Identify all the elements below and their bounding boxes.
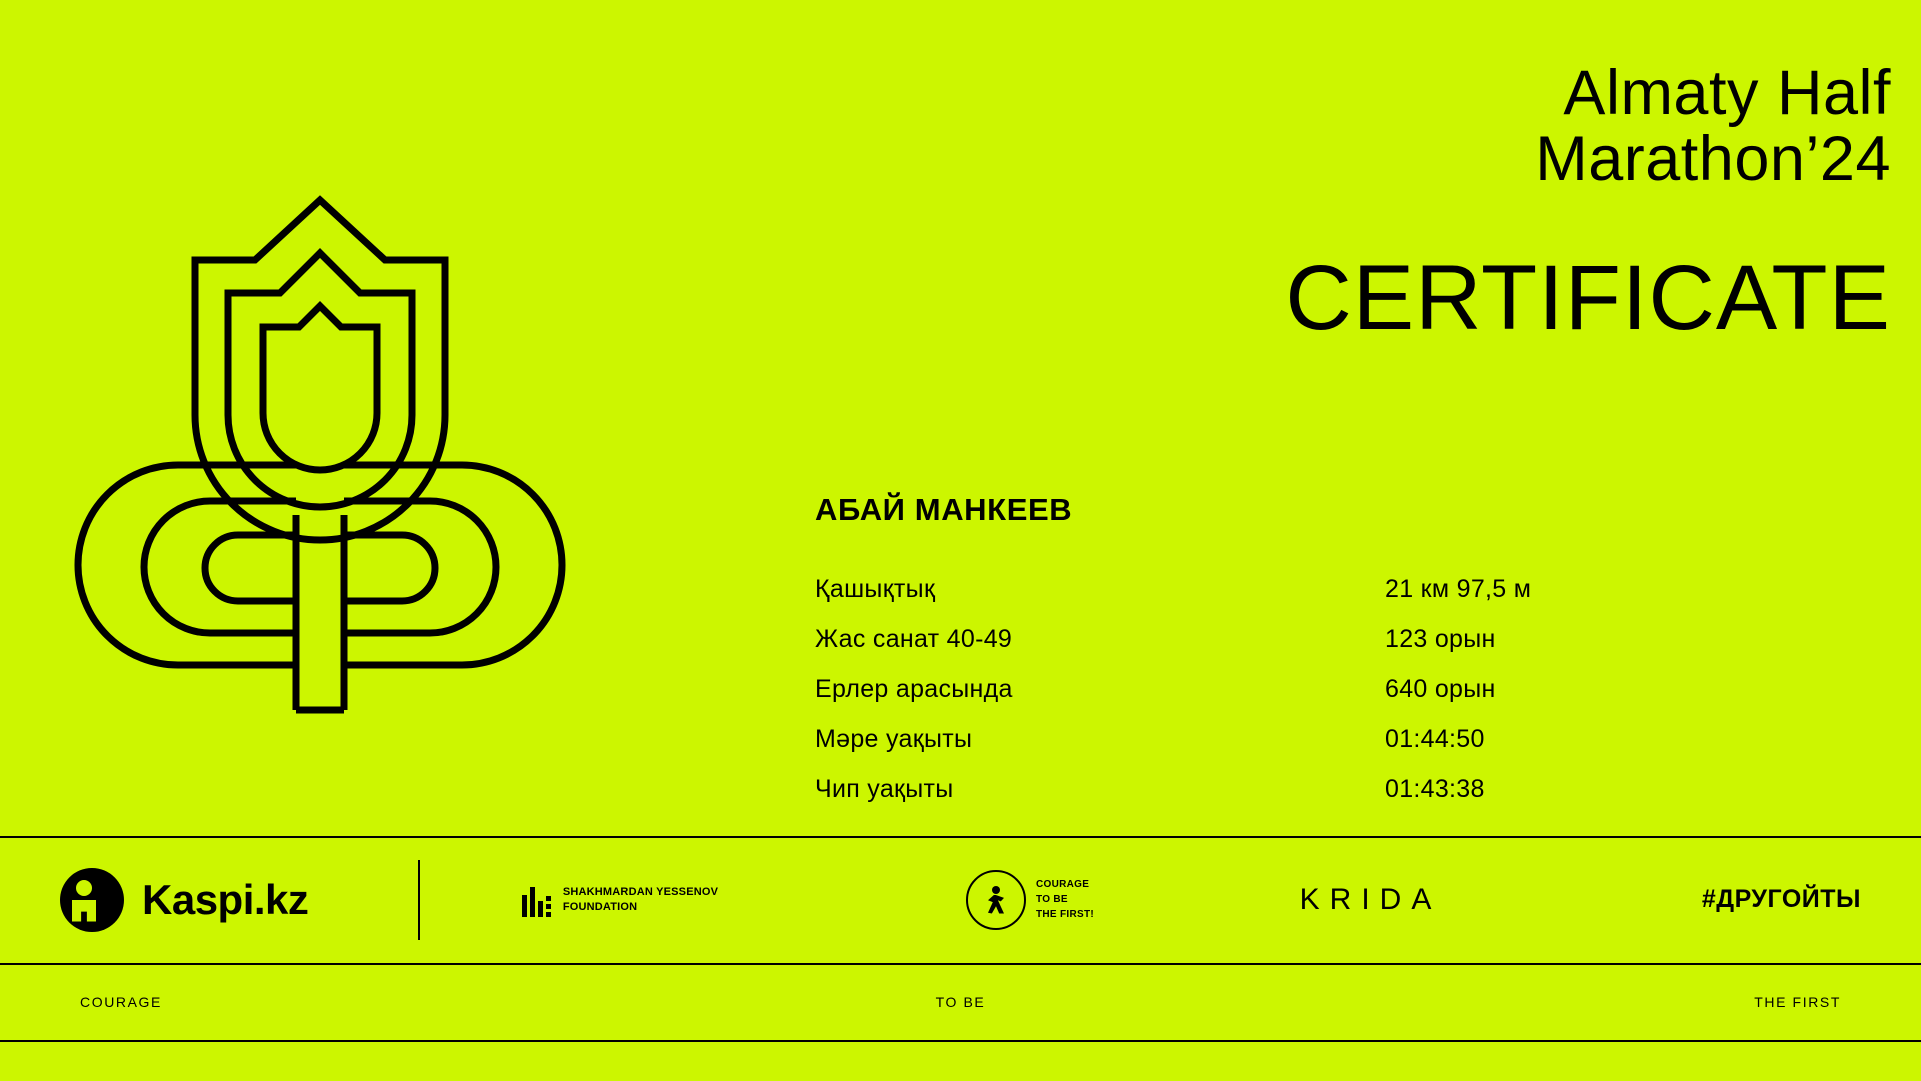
sponsor-yessenov-line-2: FOUNDATION (562, 900, 638, 913)
results-table (815, 575, 1715, 825)
table-row (815, 725, 1715, 775)
document-type-heading: CERTIFICATE (1285, 247, 1891, 350)
event-title-line-2: Marathon’24 (1535, 124, 1891, 195)
tagline-center: TO BE (935, 993, 986, 1010)
sponsor-corporate-line-2: TO BE (1036, 894, 1068, 905)
result-value: 21 км 97,5 м (1385, 575, 1532, 603)
tulip-emblem-icon (60, 165, 580, 725)
sponsor-krida-label: KRIDA (1299, 882, 1442, 916)
tagline-right: THE FIRST (1754, 993, 1841, 1010)
sponsor-krida (1240, 883, 1501, 917)
sponsor-yessenov (420, 883, 820, 917)
sponsor-yessenov-line-1: SHAKHMARDAN YESSENOV (562, 885, 719, 898)
sponsor-corporate-line-3: THE FIRST! (1036, 909, 1094, 920)
result-value: 01:44:50 (1385, 725, 1485, 753)
result-label: Мәре уақыты (815, 725, 973, 753)
corporate-fund-logo-icon (966, 870, 1026, 930)
result-value: 640 орын (1385, 675, 1496, 703)
table-row (815, 575, 1715, 625)
sponsor-yessenov-label (563, 885, 718, 915)
divider-bottom (0, 1040, 1921, 1042)
title-block (791, 58, 1891, 350)
tagline-left: COURAGE (80, 993, 162, 1010)
sponsor-bar (0, 836, 1921, 963)
result-value: 01:43:38 (1385, 775, 1485, 803)
result-label: Чип уақыты (815, 775, 954, 803)
sponsor-drugoyty-label: #ДРУГОЙТЫ (1701, 885, 1861, 913)
result-label: Ерлер арасында (815, 675, 1013, 703)
result-label: Қашықтық (815, 575, 936, 603)
sponsor-kaspi-label: Kaspi.kz (142, 875, 309, 923)
sponsor-drugoyty (1501, 885, 1921, 914)
kaspi-logo-icon (60, 868, 124, 932)
sponsor-corporate-line-1: COURAGE (1036, 879, 1090, 890)
result-value: 123 орын (1385, 625, 1496, 653)
result-label: Жас санат 40-49 (815, 625, 1013, 653)
event-title-line-1: Almaty Half (1563, 58, 1891, 128)
yessenov-logo-icon (522, 883, 551, 917)
sponsor-kaspi (0, 860, 420, 940)
sponsor-corporate-label (1036, 877, 1094, 922)
footer-tagline (0, 963, 1921, 1040)
table-row (815, 625, 1715, 675)
table-row (815, 675, 1715, 725)
athlete-name: АБАЙ МАНКЕЕВ (815, 492, 1073, 527)
sponsor-corporate-fund (820, 870, 1240, 930)
table-row (815, 775, 1715, 825)
